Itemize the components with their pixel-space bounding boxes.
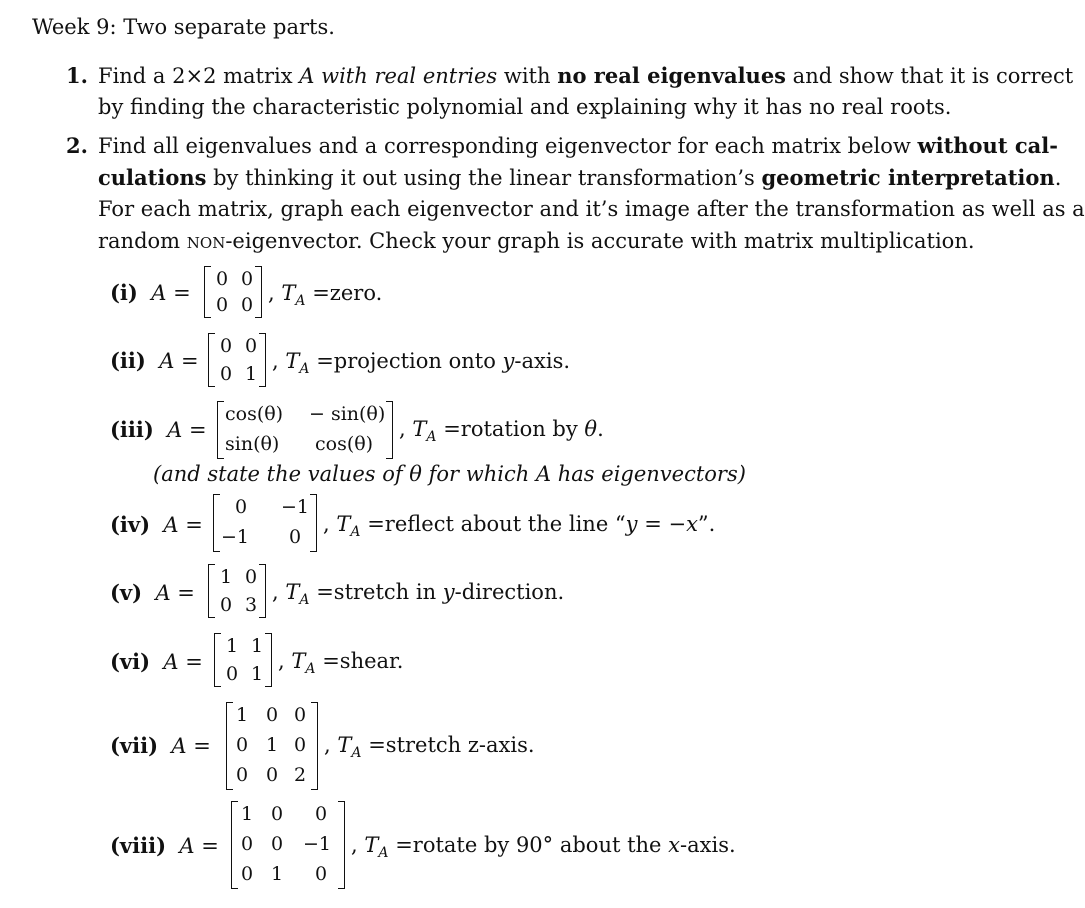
item-i-lhs: (i) A = [110, 280, 191, 305]
item-iii-lhs: (iii) A = [110, 417, 207, 442]
item-v-description: , $T_A$ =stretch in y-direction. [272, 580, 565, 608]
item-viii-lhs: (viii) A = [110, 833, 219, 858]
problem-1-number: 1. [66, 63, 88, 88]
page-title: Week 9: Two separate parts. [32, 15, 335, 39]
matrix-i: 0 0 0 0 [204, 266, 262, 318]
matrix-v: 1 0 0 3 [208, 564, 266, 618]
problem-1-line-2: by finding the characteristic polynomial and explaining why it has no real roots. [98, 95, 952, 119]
item-viii-description: , $T_A$ =rotate by 90° about the x-axis. [351, 833, 736, 861]
problem-1-line-1: Find a 2×2 matrix A with real entries with no real eigenvalues and show that it is correct [98, 63, 1074, 88]
item-ii-lhs: (ii) A = [110, 348, 199, 373]
item-vi-lhs: (vi) A = [110, 649, 203, 674]
problem-2-line-4: random non-eigenvector. Check your graph is accurate with matrix multiplication. [98, 229, 975, 253]
problem-2-number: 2. [66, 133, 88, 158]
matrix-vi: 1 1 0 1 [214, 633, 272, 687]
matrix-ii: 0 0 0 1 [208, 333, 266, 387]
matrix-vii: 1 0 0 0 1 0 0 0 2 [226, 702, 318, 790]
problem-2-line-3: For each matrix, graph each eigenvector and it’s image after the transformation as well as a [98, 197, 1085, 221]
item-iv-description: , $T_A$ =reflect about the line “y = −x”. [323, 512, 716, 540]
problem-2-line-2: culations by thinking it out using the linear transformation’s geometric interpretation. [98, 165, 1062, 190]
matrix-iii: cos(θ) − sin(θ) sin(θ) cos(θ) [217, 401, 393, 459]
item-vii-lhs: (vii) A = [110, 733, 211, 758]
item-ii-description: , $T_A$ =projection onto y-axis. [272, 349, 571, 377]
item-i-description: , $T_A$ =zero. [268, 281, 383, 309]
item-iv-lhs: (iv) A = [110, 512, 203, 537]
item-v-lhs: (v) A = [110, 580, 195, 605]
item-vi-description: , $T_A$ =shear. [278, 649, 404, 677]
item-vii-description: , $T_A$ =stretch z-axis. [324, 733, 535, 761]
problem-2-line-1: Find all eigenvalues and a corresponding eigenvector for each matrix below without cal- [98, 133, 1058, 158]
item-iii-description: , $T_A$ =rotation by θ. [399, 417, 604, 445]
matrix-iv: 0 −1 −1 0 [213, 494, 317, 552]
matrix-viii: 1 0 0 0 0 −1 0 1 0 [231, 801, 345, 889]
item-iii-note: (and state the values of θ for which A has eigenvectors) [153, 462, 746, 486]
